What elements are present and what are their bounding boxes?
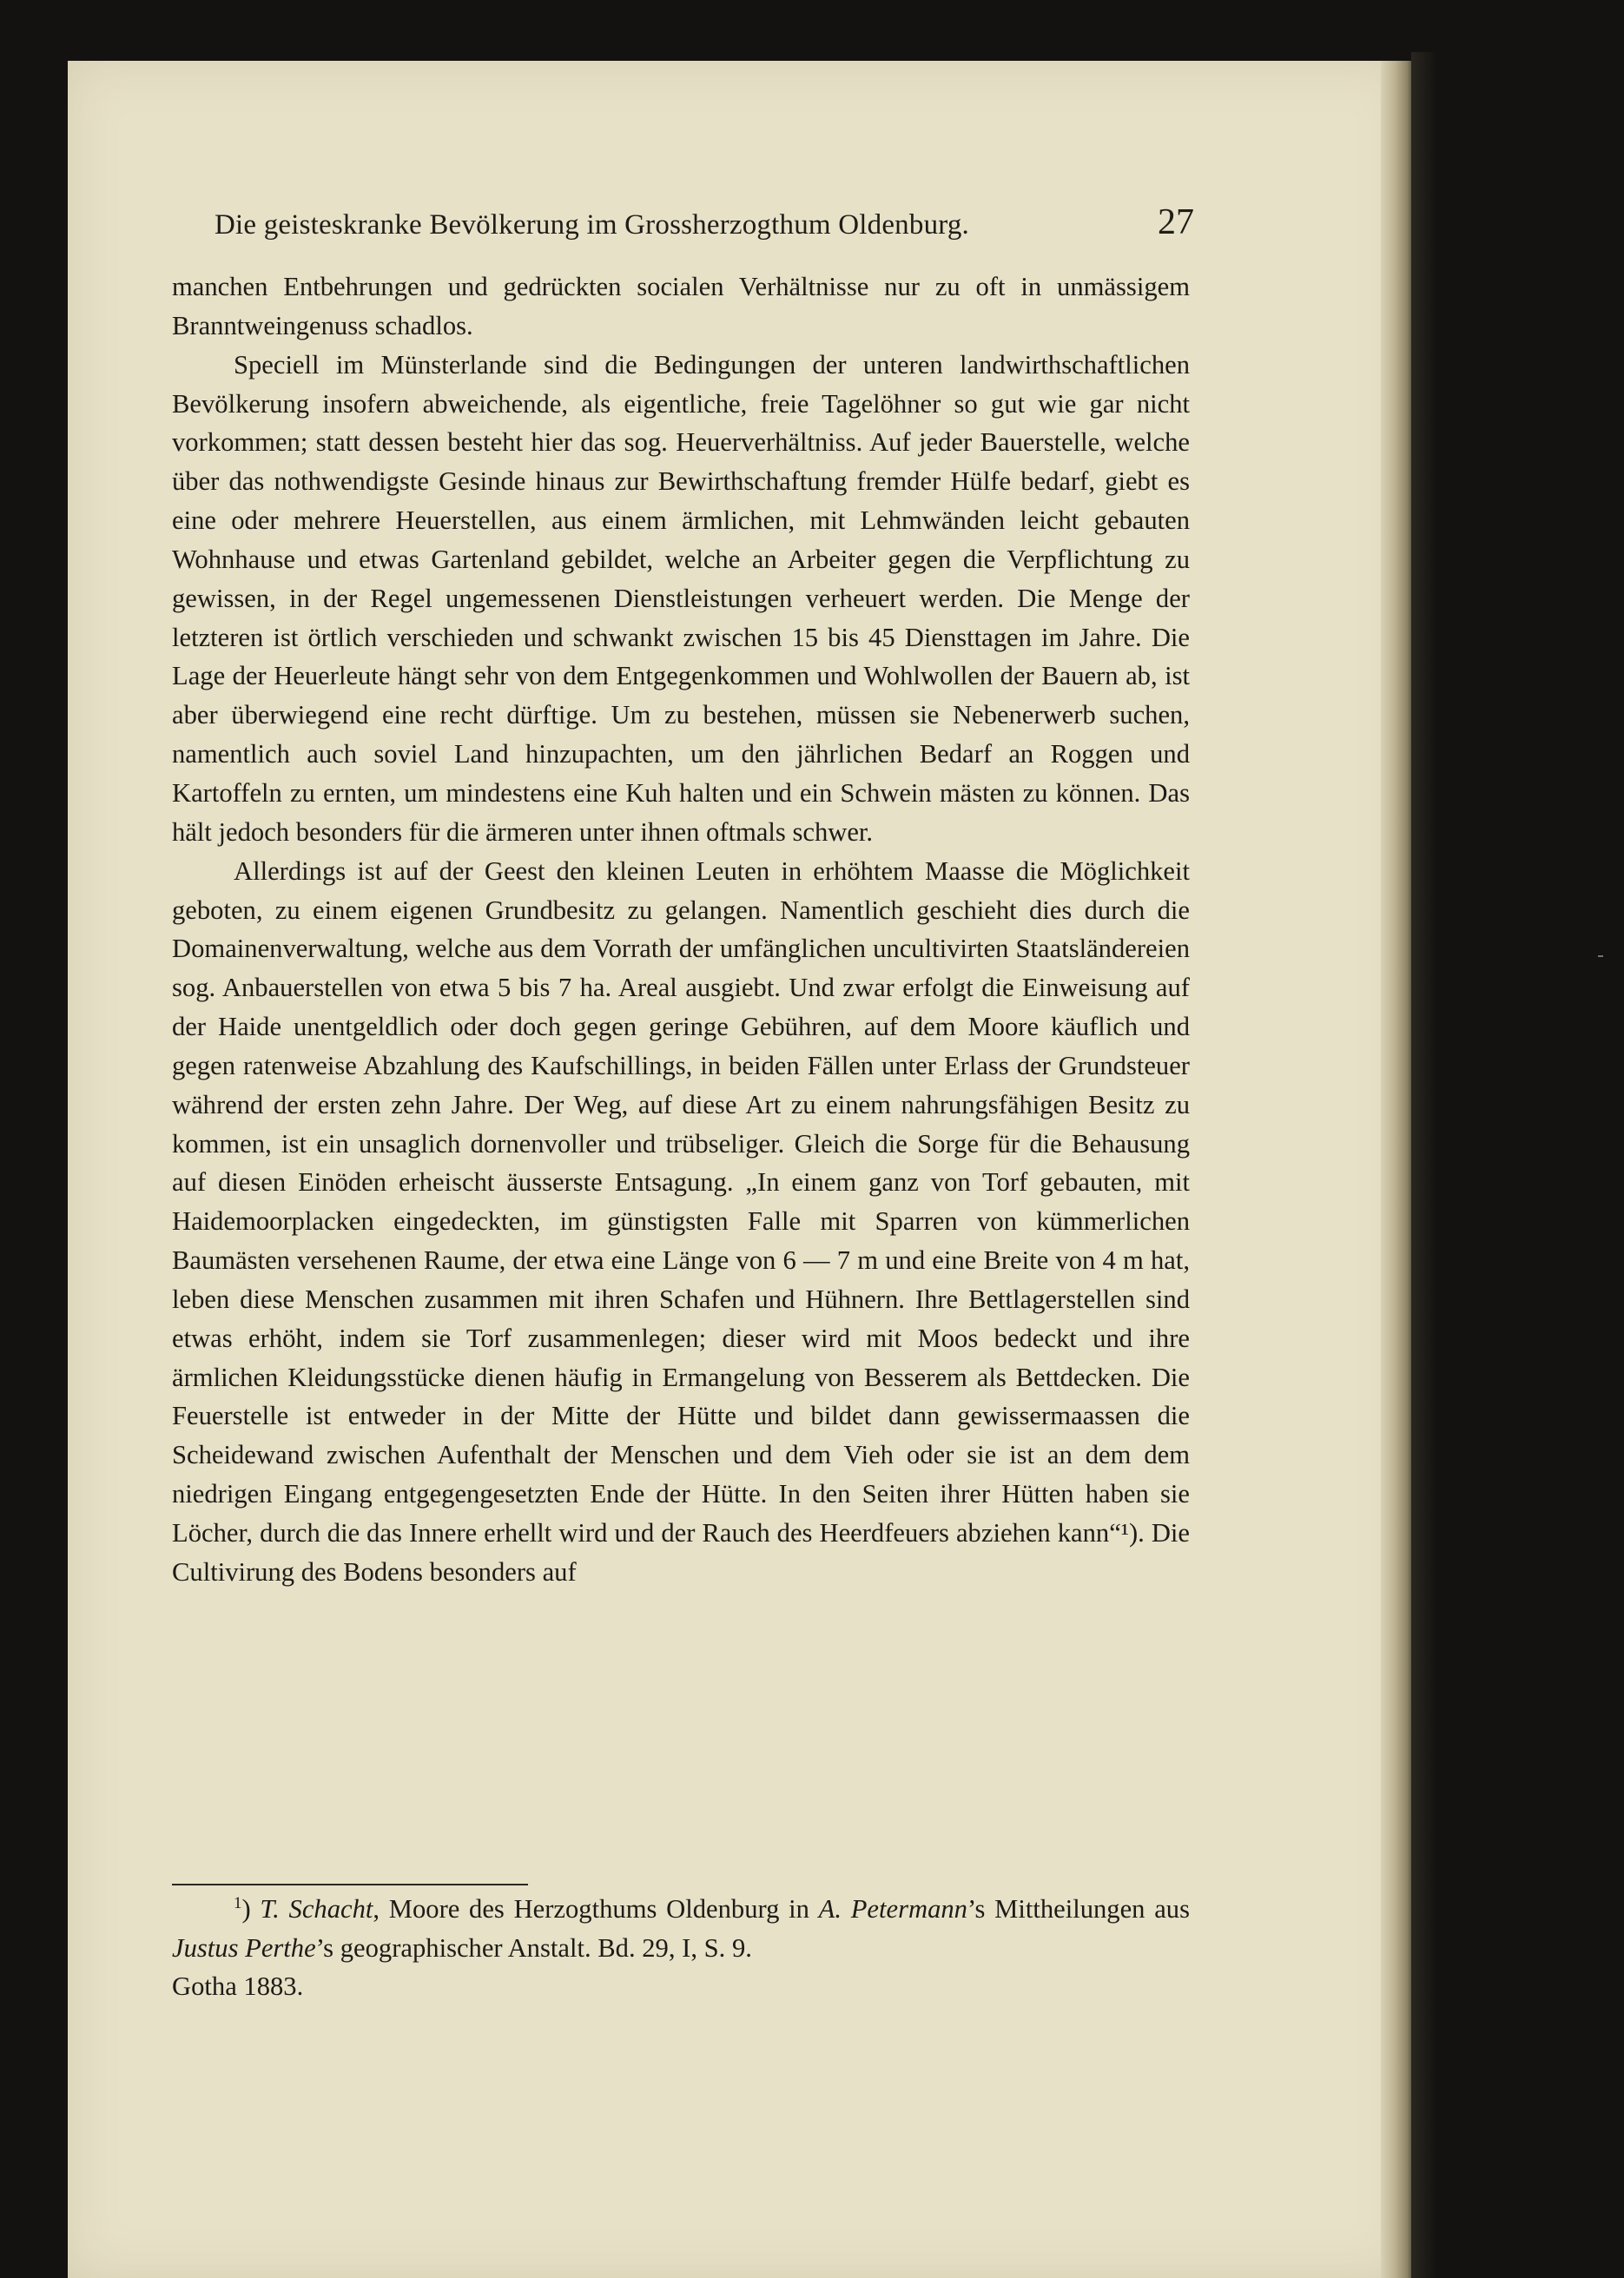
scan-background-right <box>1411 52 1437 2278</box>
footnote-author: T. Schacht <box>260 1894 373 1925</box>
margin-mark <box>1598 955 1603 957</box>
page-number: 27 <box>1158 202 1194 242</box>
footnote-text-2: ’s Mittheilungen aus <box>967 1894 1190 1925</box>
page-header <box>215 201 1194 243</box>
footnote-publisher: Justus Perthe <box>172 1932 316 1963</box>
footnote-text-1: , Moore des Herzogthums Oldenburg in <box>373 1894 819 1925</box>
footnote: $^1$) T. Schacht, Moore des Herzogthums Oldenburg in A. Petermann’s Mittheilungen aus Justus Perthe’s geographischer Anstalt. Bd. 29, I, S. 9. Gotha 1883. <box>172 1885 1190 2006</box>
body-text <box>172 267 1190 1592</box>
paragraph-2: Speciell im Münsterlande sind die Bedingungen der unteren landwirthschaftlichen Bevölkerung insofern abweichende, als eigentliche, freie Tagelöhner so gut wie gar nicht vorkommen; statt dessen besteht hier das sog. Heuerverhältniss. Auf jeder Bauerstelle, welche über das nothwendigste Gesinde hinaus zur Bewirthschaftung fremder Hülfe bedarf, giebt es eine oder mehrere Heuerstellen, aus einem ärmlichen, mit Lehmwänden leicht gebauten Wohnhause und etwas Gartenland gebildet, welche an Arbeiter gegen die Verpflichtung zu gewissen, in der Regel ungemessenen Dienstleistungen verheuert werden. Die Menge der letzteren ist örtlich verschieden und schwankt zwischen 15 bis 45 Diensttagen im Jahre. Die Lage der Heuerleute hängt sehr von dem Entgegenkommen und Wohlwollen der Bauern ab, ist aber überwiegend eine recht dürftige. Um zu bestehen, müssen sie Nebenerwerb suchen, namentlich auch soviel Land hinzupachten, um den jährlichen Bedarf an Roggen und Kartoffeln zu ernten, um mindestens eine Kuh halten und ein Schwein mästen zu können. Das hält jedoch besonders für die ärmeren unter ihnen oftmals schwer. <box>172 349 1190 847</box>
scan-background-left <box>0 0 68 2278</box>
footnote-editor: A. Petermann <box>818 1894 967 1925</box>
paragraph-1: manchen Entbehrungen und gedrückten socialen Verhältnisse nur zu oft in unmässigem Branntweingenuss schadlos. <box>172 272 1190 340</box>
running-title: Die geisteskranke Bevölkerung im Grossherzogthum Oldenburg. <box>215 209 970 241</box>
paragraph-3: Allerdings ist auf der Geest den kleinen Leuten in erhöhtem Maasse die Möglichkeit geboten, zu einem eigenen Grundbesitz zu gelangen. Namentlich geschieht dies durch die Domainenverwaltung, welche aus dem Vorrath der umfänglichen uncultivirten Staatsländereien sog. Anbauerstellen von etwa 5 bis 7 ha. Areal ausgiebt. Und zwar erfolgt die Einweisung auf der Haide unentgeldlich oder doch gegen geringe Gebühren, auf dem Moore käuflich und gegen ratenweise Abzahlung des Kaufschillings, in beiden Fällen unter Erlass der Grundsteuer während der ersten zehn Jahre. Der Weg, auf diese Art zu einem nahrungsfähigen Besitz zu kommen, ist ein unsaglich dornenvoller und trübseliger. Gleich die Sorge für die Behausung auf diesen Einöden erheischt äusserste Entsagung. „In einem ganz von Torf gebauten, mit Haidemoorplacken eingedeckten, im günstigsten Falle mit Sparren von kümmerlichen Baumästen versehenen Raume, der etwa eine Länge von 6 — 7 m und eine Breite von 4 m hat, leben diese Menschen zusammen mit ihren Schafen und Hühnern. Ihre Bettlagerstellen sind etwas erhöht, indem sie Torf zusammenlegen; dieser wird mit Moos bedeckt und ihre ärmlichen Kleidungsstücke dienen häufig in Ermangelung von Besserem als Bettdecken. Die Feuerstelle ist entweder in der Mitte der Hütte und bildet dann gewissermaassen die Scheidewand zwischen Aufenthalt der Menschen und dem Vieh oder sie ist an dem dem niedrigen Eingang entgegengesetzten Ende der Hütte. In den Seiten ihrer Hütten haben sie Löcher, durch die das Innere erhellt wird und der Rauch des Heerdfeuers abziehen kann“¹). Die Cultivirung des Bodens besonders auf <box>172 855 1190 1587</box>
footnote-place-year: Gotha 1883. <box>172 1971 304 2002</box>
footnote-text-3: ’s geographischer Anstalt. Bd. 29, I, S. 9. <box>315 1932 752 1963</box>
page-edge-stack <box>1381 61 1416 2278</box>
footnote-marker: 1 <box>234 1894 242 1912</box>
